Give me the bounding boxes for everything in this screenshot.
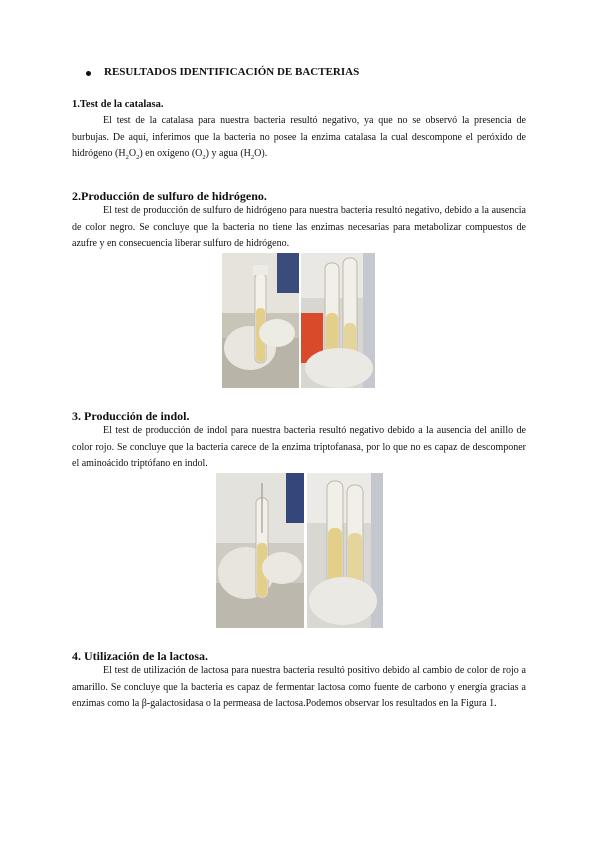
section-3-text: El test de producción de indol para nuestra bacteria resultó negativo debido a la ausencia del anillo de color rojo. Se concluye que la bacteria carece de la enzima triptofanasa, por lo que no es capaz de descomponer el aminoácido triptófano en indol. — [72, 425, 526, 469]
page-title: RESULTADOS IDENTIFICACIÓN DE BACTERIAS — [104, 66, 360, 78]
section-1-text: El test de la catalasa para nuestra bacteria resultó negativo, ya que no se observó la presencia de burbujas. De aquí, inferimos que la bacteria no posee la enzima catalasa la cual descompone el peróxido de hidrógeno $(H_2O_2)$ en oxígeno $(O_2)$ y agua $(H_2O)$. — [72, 115, 526, 161]
section-2-title: 2.Producción de sulfuro de hidrógeno. — [72, 189, 267, 203]
photo-h2s-tube-1 — [222, 253, 299, 388]
section-4-text: El test de utilización de lactosa para nuestra bacteria resultó positivo debido al cambio de color de rojo a amarillo. Se concluye que la bacteria es capaz de fermentar lactosa como fuente de carbono y energía gracias a enzimas como la β-galactosidasa o la permeasa de lactosa.Podemos observar los resultados en la Figura 1. — [72, 665, 526, 709]
section-4-title: 4. Utilización de la lactosa. — [72, 649, 208, 663]
photo-indol-tube-2 — [307, 473, 383, 628]
photo-h2s-tube-2 — [301, 253, 375, 388]
section-1-title: 1.Test de la catalasa. — [72, 99, 164, 110]
section-2-text: El test de producción de sulfuro de hidrógeno para nuestra bacteria resultó negativo, debido a la ausencia de color negro. Se concluye que la bacteria no tiene las enzimas necesarias para metabolizar compuestos de azufre y en consecuencia liberar sulfuro de hidrógeno. — [72, 205, 526, 249]
section-3-title: 3. Producción de indol. — [72, 409, 190, 423]
photo-indol-tube-1 — [216, 473, 304, 628]
bullet-icon — [86, 71, 91, 76]
